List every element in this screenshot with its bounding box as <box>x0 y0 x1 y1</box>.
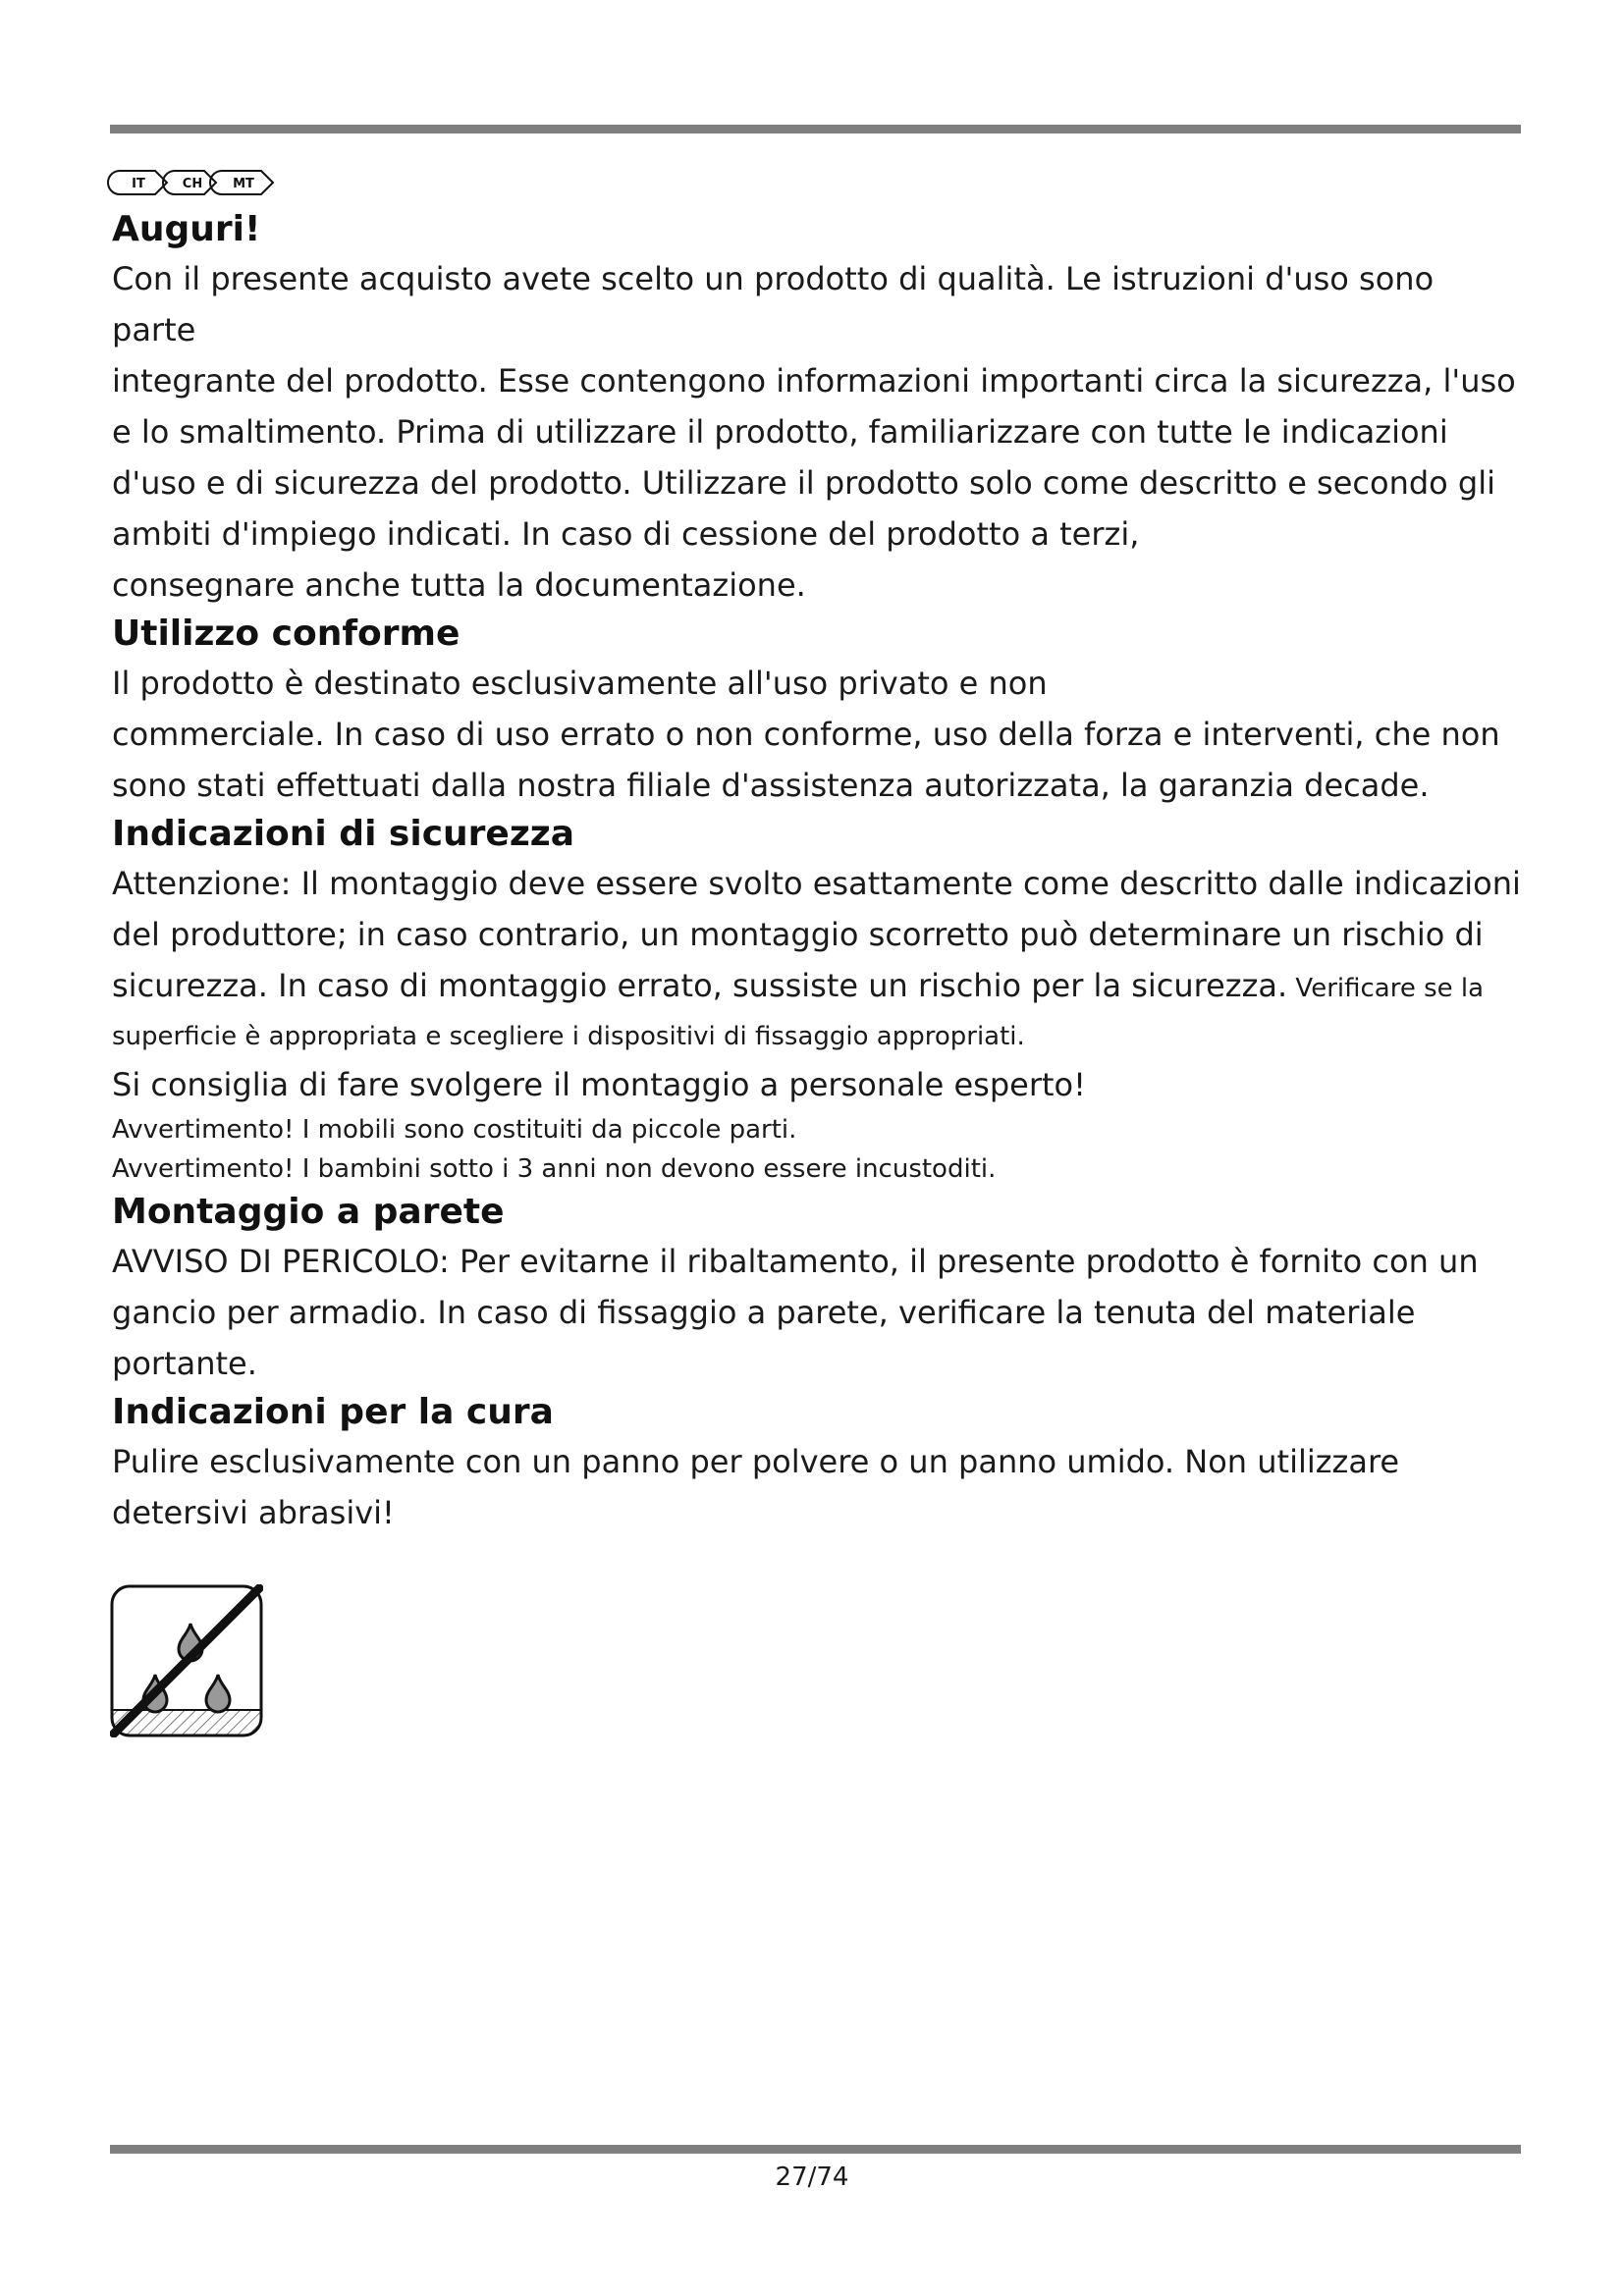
text-line: consegnare anche tutta la documentazione. <box>112 566 806 604</box>
section-indicazioni-sicurezza <box>112 811 1526 1189</box>
text-line: commerciale. In caso di uso errato o non conforme, uso della forza e interventi, che non <box>112 716 1500 753</box>
heading-auguri: Auguri! <box>112 209 261 249</box>
text-line: ambiti d'impiego indicati. In caso di cessione del prodotto a terzi, <box>112 515 1140 553</box>
svg-text:CH: CH <box>182 177 203 191</box>
footer-rule <box>110 2145 1521 2154</box>
paragraph-indicazioni-sicurezza <box>112 858 1526 1189</box>
main-content <box>112 206 1526 1538</box>
section-indicazioni-cura <box>112 1389 1526 1538</box>
country-badge-ch <box>163 171 216 194</box>
text-line: portante. <box>112 1345 257 1382</box>
text-line-small: Verificare se la <box>1287 974 1485 1003</box>
heading-indicazioni-cura: Indicazioni per la cura <box>112 1392 554 1432</box>
heading-utilizzo-conforme: Utilizzo conforme <box>112 614 460 654</box>
text-line: Pulire esclusivamente con un panno per polvere o un panno umido. Non utilizzare <box>112 1443 1400 1480</box>
svg-text:IT: IT <box>132 177 145 191</box>
heading-montaggio-parete: Montaggio a parete <box>112 1192 505 1232</box>
text-line: gancio per armadio. In caso di fissaggio a parete, verificare la tenuta del materiale <box>112 1294 1416 1331</box>
heading-indicazioni-sicurezza: Indicazioni di sicurezza <box>112 814 575 854</box>
text-line: del produttore; in caso contrario, un montaggio scorretto può determinare un rischio di <box>112 916 1484 953</box>
warning-small-parts: Avvertimento! I mobili sono costituiti da piccole parti. <box>112 1115 797 1145</box>
text-line-small: superficie è appropriata e scegliere i dispositivi di fissaggio appropriati. <box>112 1022 1025 1051</box>
country-badge-it <box>108 171 167 194</box>
page-number: 27/74 <box>775 2163 849 2192</box>
country-badge-mt <box>210 171 273 194</box>
svg-text:MT: MT <box>233 177 254 191</box>
text-line: Si consiglia di fare svolgere il montaggio a personale esperto! <box>112 1066 1086 1103</box>
text-line: AVVISO DI PERICOLO: Per evitarne il ribaltamento, il presente prodotto è fornito con un <box>112 1243 1479 1280</box>
no-wet-cleaning-icon <box>110 1584 263 1737</box>
paragraph-utilizzo-conforme <box>112 658 1526 811</box>
text-line <box>112 960 1526 1014</box>
paragraph-indicazioni-cura <box>112 1436 1526 1538</box>
header-rule <box>110 125 1521 133</box>
text-line: Attenzione: Il montaggio deve essere svolto esattamente come descritto dalle indicazioni <box>112 865 1521 902</box>
country-badges <box>106 167 283 198</box>
paragraph-auguri <box>112 253 1526 611</box>
warning-children: Avvertimento! I bambini sotto i 3 anni non devono essere incustoditi. <box>112 1154 997 1184</box>
text-line: Con il presente acquisto avete scelto un prodotto di qualità. Le istruzioni d'uso sono parte <box>112 260 1435 348</box>
text-line-main: sicurezza. In caso di montaggio errato, sussiste un rischio per la sicurezza. <box>112 967 1288 1004</box>
text-line: detersivi abrasivi! <box>112 1494 395 1531</box>
paragraph-montaggio-parete <box>112 1236 1526 1389</box>
text-line: e lo smaltimento. Prima di utilizzare il prodotto, familiarizzare con tutte le indicazioni <box>112 413 1448 451</box>
section-utilizzo-conforme <box>112 611 1526 811</box>
text-line: integrante del prodotto. Esse contengono informazioni importanti circa la sicurezza, l'uso <box>112 362 1516 400</box>
section-montaggio-parete <box>112 1189 1526 1389</box>
text-line: sono stati effettuati dalla nostra filiale d'assistenza autorizzata, la garanzia decade. <box>112 767 1430 804</box>
text-line: Il prodotto è destinato esclusivamente all'uso privato e non <box>112 665 1048 702</box>
text-line: d'uso e di sicurezza del prodotto. Utilizzare il prodotto solo come descritto e secondo gli <box>112 464 1496 502</box>
section-auguri <box>112 206 1526 611</box>
